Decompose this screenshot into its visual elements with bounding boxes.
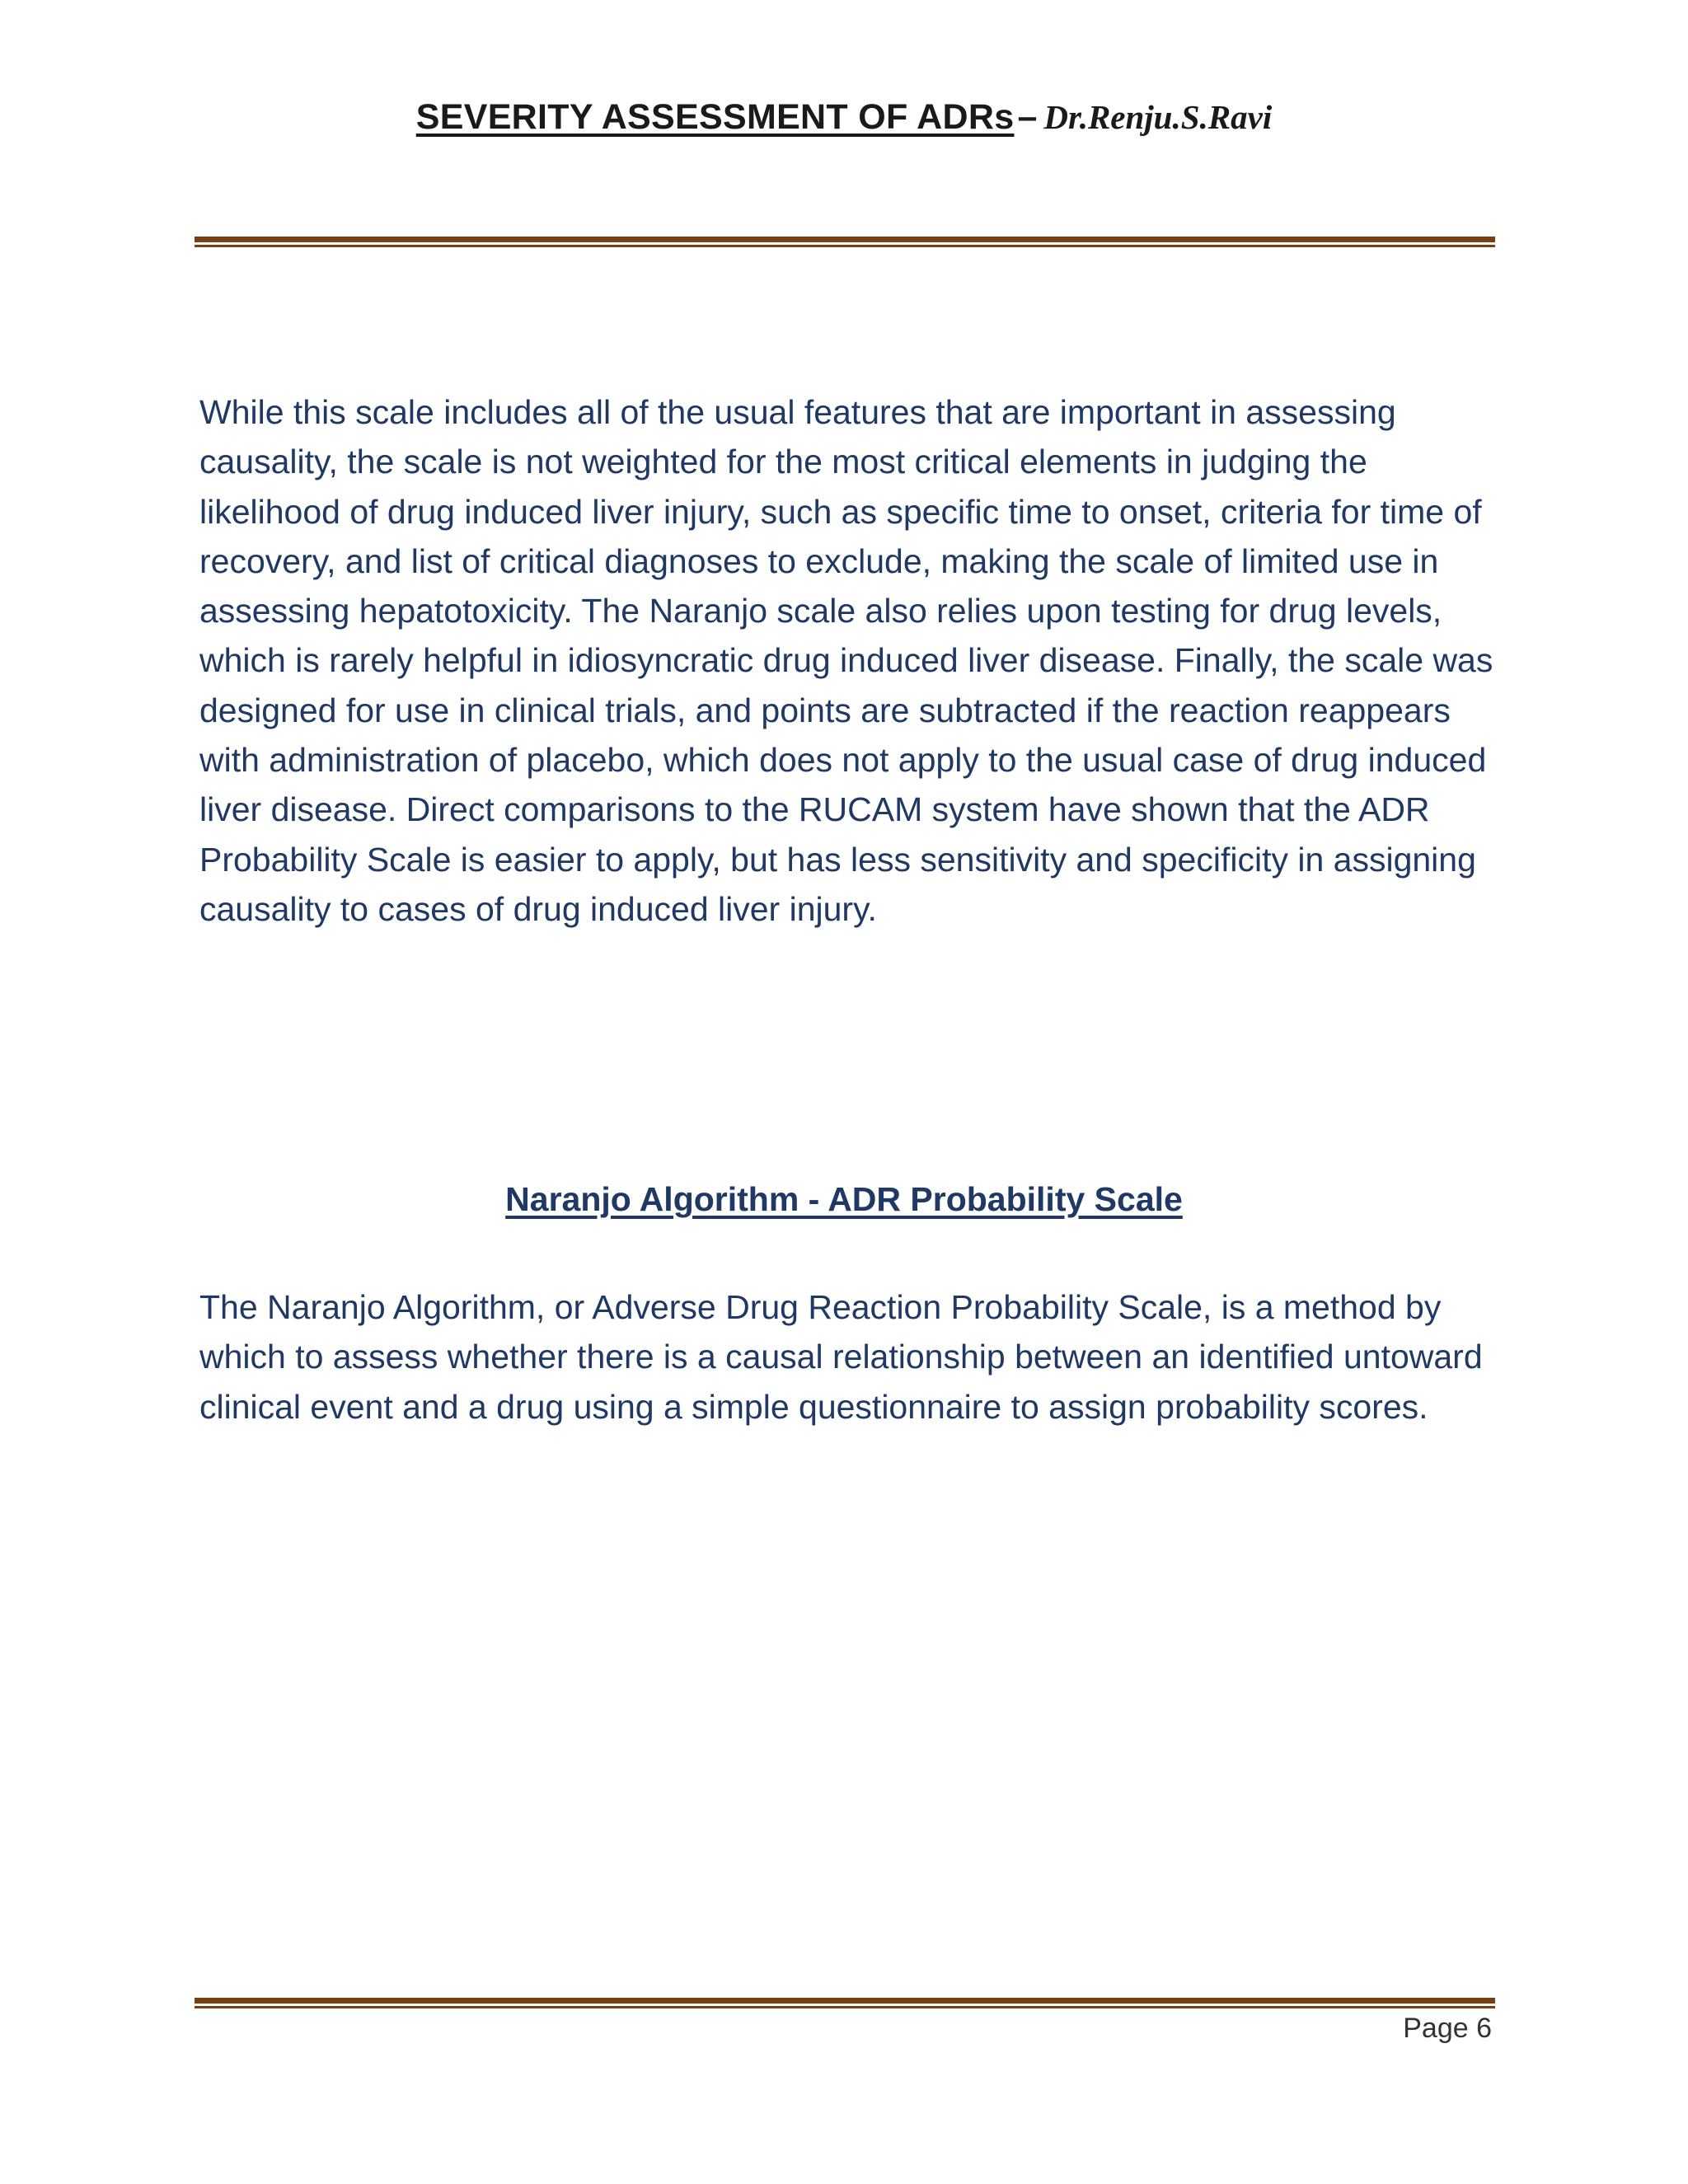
section-heading <box>0 1180 1688 1219</box>
footer-divider-thick-line <box>195 1998 1495 2004</box>
footer-divider-thin-line <box>195 2006 1495 2008</box>
page-number: Page 6 <box>1403 2013 1492 2044</box>
header-title: SEVERITY ASSESSMENT OF ADRs <box>415 97 1015 137</box>
section-heading-text: Naranjo Algorithm - ADR Probability Scale <box>505 1180 1183 1218</box>
header-author: Dr.Renju.S.Ravi <box>1043 98 1273 136</box>
header-divider-thick-line <box>195 237 1495 242</box>
header-divider <box>195 237 1495 248</box>
body-paragraph-1: While this scale includes all of the usual features that are important in assessing causality, the scale is not weighted for the most critical elements in judging the likelihood of drug induced liver injury, such as specific time to onset, criteria for time of recovery, and list of critical diagnoses to exclude, making the scale of limited use in assessing hepatotoxicity. The Naranjo scale also relies upon testing for drug levels, which is rarely helpful in idiosyncratic drug induced liver disease. Finally, the scale was designed for use in clinical trials, and points are subtracted if the reaction reappears with administration of placebo, which does not apply to the usual case of drug induced liver disease. Direct comparisons to the RUCAM system have shown that the ADR Probability Scale is easier to apply, but has less sensitivity and specificity in assigning causality to cases of drug induced liver injury. <box>199 393 1493 928</box>
header-divider-thin-line <box>195 245 1495 247</box>
body-paragraph-2: The Naranjo Algorithm, or Adverse Drug Reaction Probability Scale, is a method by which to assess whether there is a causal relationship between an identified untoward clinical event and a drug using a simple questionnaire to assign probability scores. <box>199 1288 1483 1426</box>
footer-divider <box>195 1998 1495 2009</box>
page-header <box>0 97 1688 138</box>
header-separator: – <box>1017 97 1038 137</box>
